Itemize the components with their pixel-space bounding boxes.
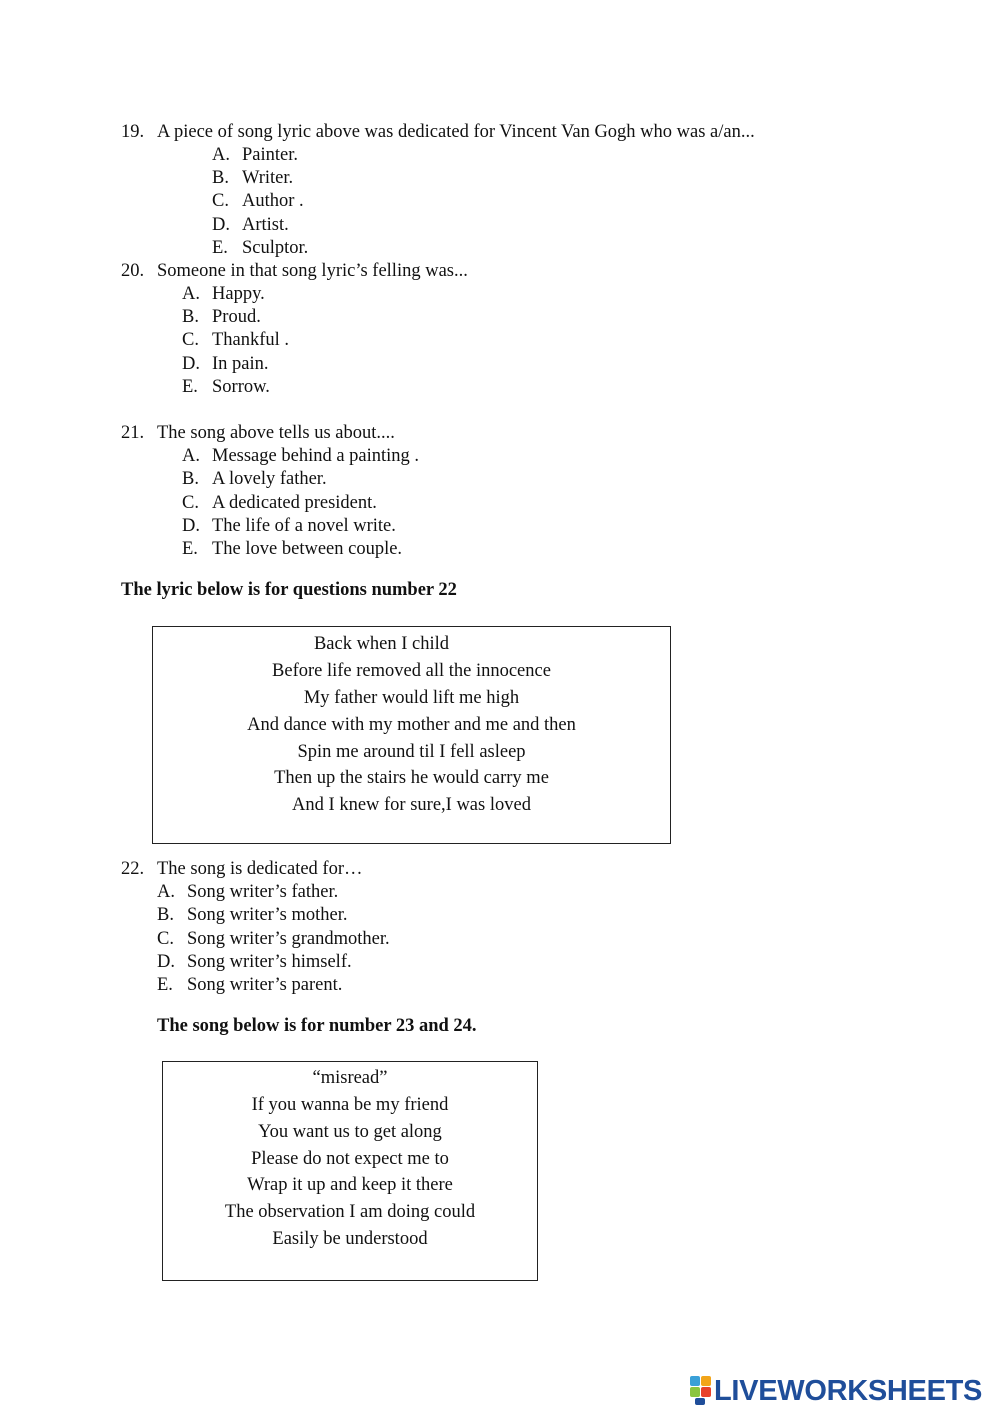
lyric-title: “misread” — [312, 1068, 388, 1088]
liveworksheets-logo[interactable] — [690, 1374, 982, 1408]
option-letter: E. — [212, 238, 228, 258]
option-text: A dedicated president. — [212, 493, 377, 513]
option-letter: D. — [182, 354, 200, 374]
liveworksheets-logo-icon — [690, 1376, 712, 1406]
option-letter: B. — [212, 168, 229, 188]
option-text: Song writer’s mother. — [187, 905, 348, 925]
option-text: Song writer’s grandmother. — [187, 929, 390, 949]
option-text: In pain. — [212, 354, 269, 374]
option-letter: D. — [157, 952, 175, 972]
option-letter: B. — [157, 905, 174, 925]
option-text: Sculptor. — [242, 238, 309, 258]
option-letter: B. — [182, 469, 199, 489]
lyric-box — [152, 626, 671, 844]
option-letter: B. — [182, 307, 199, 327]
option-letter: D. — [182, 516, 200, 536]
option-text: Song writer’s himself. — [187, 952, 352, 972]
lyric-line: Please do not expect me to — [251, 1149, 449, 1169]
option-letter: A. — [157, 882, 175, 902]
option-text: Song writer’s parent. — [187, 975, 343, 995]
question-number: 22. — [121, 859, 145, 879]
lyric-line: Back when I child — [313, 634, 450, 654]
option-text: Thankful . — [212, 330, 290, 350]
lyric-box — [162, 1061, 538, 1281]
option-text: Sorrow. — [212, 377, 270, 397]
option-text: Message behind a painting . — [212, 446, 420, 466]
option-letter: D. — [212, 215, 230, 235]
option-text: Proud. — [212, 307, 261, 327]
option-letter: E. — [157, 975, 173, 995]
lyric-line: You want us to get along — [258, 1122, 442, 1142]
option-letter: E. — [182, 377, 198, 397]
option-text: Happy. — [212, 284, 265, 304]
lyric-line: Before life removed all the innocence — [272, 661, 551, 681]
lyric-line: Then up the stairs he would carry me — [274, 768, 549, 788]
logo-text: LIVEWORKSHEETS — [714, 1374, 983, 1407]
question-text: The song above tells us about.... — [157, 423, 395, 443]
option-text: Artist. — [242, 215, 289, 235]
section-heading: The song below is for number 23 and 24. — [157, 1016, 477, 1036]
option-text: Author . — [242, 191, 304, 211]
option-letter: A. — [182, 284, 200, 304]
option-letter: C. — [182, 493, 199, 513]
question-number: 19. — [121, 122, 145, 142]
option-text: Writer. — [242, 168, 294, 188]
option-letter: E. — [182, 539, 198, 559]
question-text: A piece of song lyric above was dedicated for Vincent Van Gogh who was a/an... — [157, 122, 755, 142]
lyric-line: If you wanna be my friend — [251, 1095, 449, 1115]
option-text: A lovely father. — [212, 469, 327, 489]
option-letter: A. — [182, 446, 200, 466]
question-text: The song is dedicated for… — [157, 859, 363, 879]
lyric-line: Easily be understood — [272, 1229, 428, 1249]
option-text: The love between couple. — [212, 539, 403, 559]
option-text: The life of a novel write. — [212, 516, 396, 536]
option-letter: C. — [157, 929, 174, 949]
question-text: Someone in that song lyric’s felling was... — [157, 261, 468, 281]
lyric-line: Spin me around til I fell asleep — [297, 742, 526, 762]
option-letter: C. — [182, 330, 199, 350]
lyric-line: And dance with my mother and me and then — [247, 715, 576, 735]
question-number: 20. — [121, 261, 145, 281]
lyric-line: And I knew for sure,I was loved — [292, 795, 531, 815]
lyric-line: The observation I am doing could — [224, 1202, 476, 1222]
lyric-line: My father would lift me high — [303, 688, 520, 708]
option-letter: C. — [212, 191, 229, 211]
option-text: Painter. — [242, 145, 299, 165]
section-heading: The lyric below is for questions number 22 — [121, 580, 457, 600]
question-number: 21. — [121, 423, 145, 443]
option-text: Song writer’s father. — [187, 882, 339, 902]
lyric-line: Wrap it up and keep it there — [247, 1175, 453, 1195]
option-letter: A. — [212, 145, 230, 165]
